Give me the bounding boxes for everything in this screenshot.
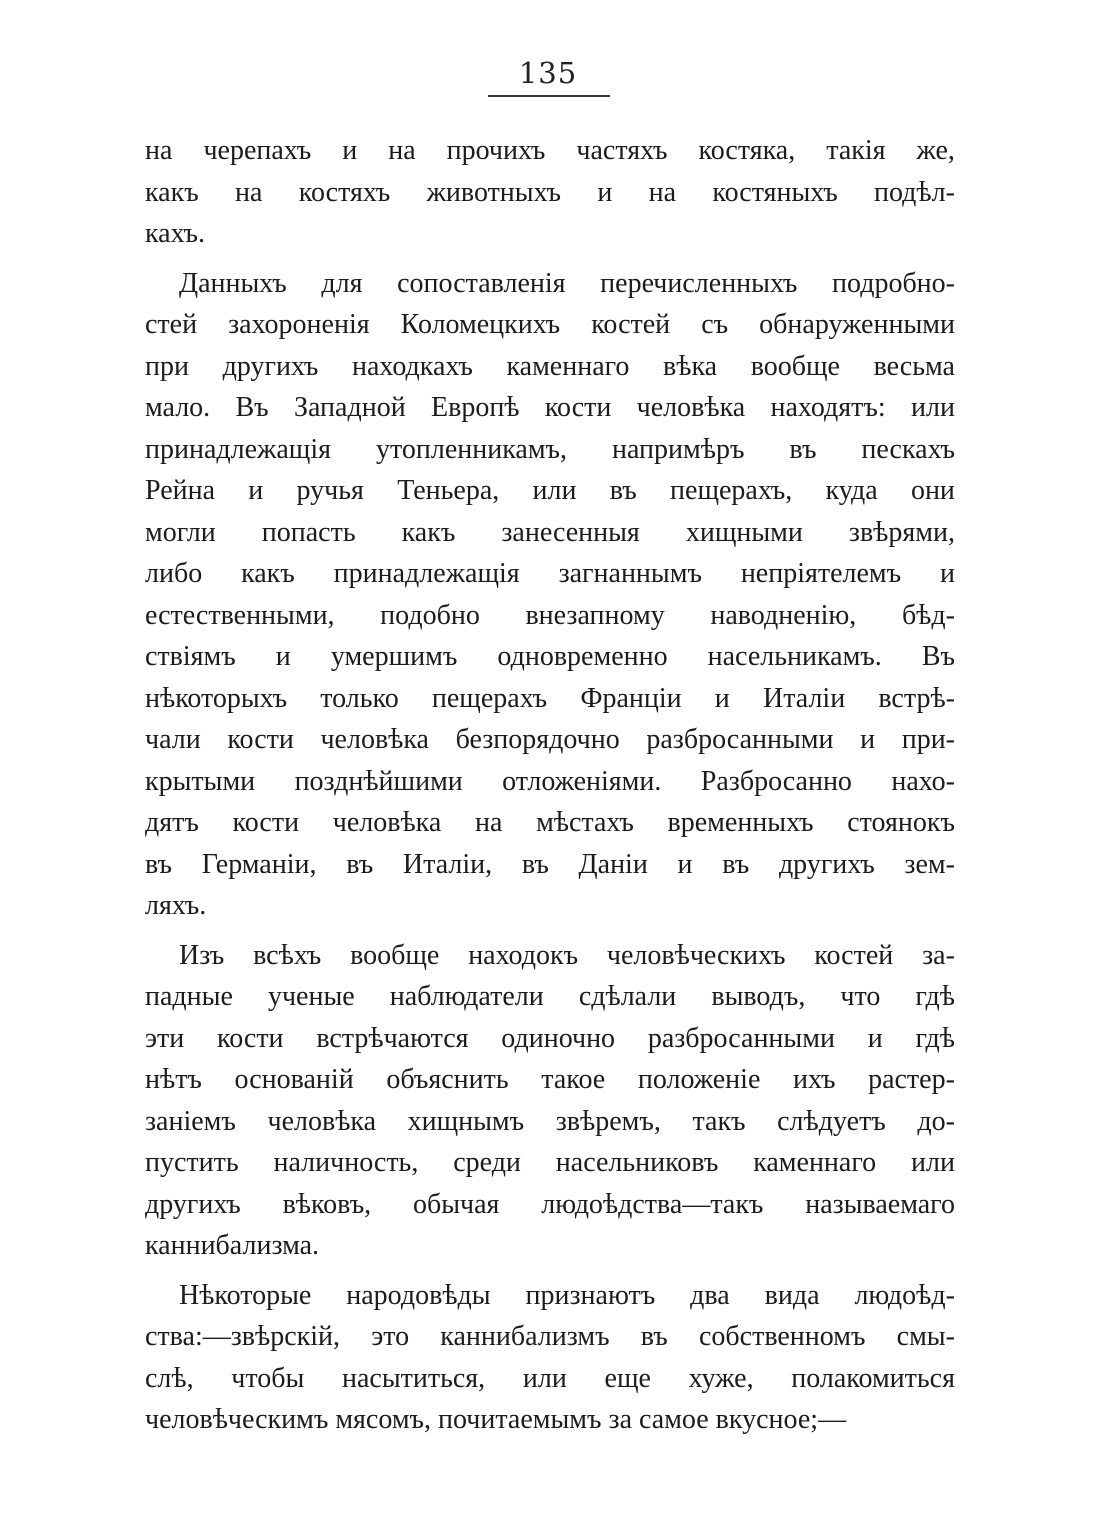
text-line xyxy=(145,1018,955,1060)
word: ручья xyxy=(296,475,364,506)
word: Въ xyxy=(921,641,955,672)
word: пустить xyxy=(145,1147,239,1178)
word: крытыми xyxy=(145,765,256,797)
word: и xyxy=(867,1022,883,1054)
word: пескахъ xyxy=(861,433,955,465)
word: наводненію, xyxy=(710,599,857,631)
word: наличность, xyxy=(273,1147,419,1178)
text-line: человѣческимъ мясомъ, почитаемымъ за самое вкусное;— xyxy=(145,1404,847,1435)
word: позднѣйшими xyxy=(294,765,463,797)
word: каменнаго xyxy=(753,1147,877,1178)
word: могли xyxy=(145,516,216,548)
word: стоянокъ xyxy=(847,807,955,838)
paragraph xyxy=(145,130,955,255)
word: другихъ xyxy=(778,848,875,880)
text-line xyxy=(145,130,955,172)
word: вообще xyxy=(750,350,840,382)
word: Разбросанно xyxy=(700,765,852,797)
paragraph xyxy=(145,935,955,1267)
word: либо xyxy=(145,558,203,589)
word: чали xyxy=(145,724,201,755)
word: обнаруженными xyxy=(759,309,955,340)
word: и xyxy=(677,848,693,880)
text-line: ляхъ. xyxy=(145,890,207,921)
word: стей xyxy=(145,309,198,340)
word: естественными, xyxy=(145,599,335,631)
word: слѣдуетъ xyxy=(777,1105,886,1137)
word: подобно xyxy=(380,599,480,631)
word: и xyxy=(940,558,955,589)
word: при- xyxy=(901,724,955,755)
word: до- xyxy=(917,1105,955,1137)
word: собственномъ xyxy=(698,1321,866,1352)
word: Рейна xyxy=(145,475,216,506)
text-line xyxy=(145,1316,955,1358)
word: умершимъ xyxy=(330,641,458,672)
word: кости xyxy=(544,392,612,423)
text-line xyxy=(145,719,955,761)
text-line xyxy=(145,1358,955,1400)
word: и xyxy=(597,176,613,208)
word: полакомиться xyxy=(791,1362,955,1394)
text-line xyxy=(145,346,955,388)
word: хищнымъ xyxy=(407,1105,525,1137)
text-line: каннибализма. xyxy=(145,1230,320,1261)
word: безпорядочно xyxy=(455,724,620,755)
word: съ xyxy=(701,309,729,340)
word: чтобы xyxy=(231,1362,305,1394)
word: въ xyxy=(640,1321,668,1352)
word: ствіямъ xyxy=(145,641,236,672)
word: на xyxy=(145,135,173,166)
word: встрѣ- xyxy=(878,682,955,714)
word: обычая xyxy=(412,1188,500,1220)
text-line xyxy=(145,595,955,637)
word: утопленникамъ, xyxy=(376,433,568,465)
word: гдѣ xyxy=(915,1022,955,1054)
word: и xyxy=(860,724,876,755)
text-line xyxy=(145,636,955,678)
word: Франціи xyxy=(580,682,682,714)
word: звѣремъ, xyxy=(555,1105,661,1137)
word: Италіи xyxy=(762,682,846,714)
word: другихъ xyxy=(222,350,319,382)
word: они xyxy=(910,475,955,506)
word: загнаннымъ xyxy=(558,558,702,589)
paragraph xyxy=(145,1275,955,1441)
word: временныхъ xyxy=(667,807,814,838)
word: принадлежащія xyxy=(333,558,520,589)
word: нѣкоторыхъ xyxy=(145,682,288,714)
text-line xyxy=(145,761,955,803)
word: человѣка xyxy=(320,724,429,755)
word: и xyxy=(275,641,291,672)
word: людоѣд- xyxy=(854,1279,955,1311)
word: человѣка xyxy=(267,1105,376,1137)
word: подѣл- xyxy=(874,176,955,208)
word: человѣка xyxy=(332,807,442,838)
word: подробно- xyxy=(832,267,955,299)
word: всѣхъ xyxy=(253,939,322,971)
word: для xyxy=(321,267,363,299)
word: вида xyxy=(764,1279,820,1311)
word: костяныхъ xyxy=(712,176,838,208)
word: насельникамъ. xyxy=(707,641,882,672)
word: въ xyxy=(722,848,750,880)
word: въ xyxy=(521,848,549,880)
word: каннибализмъ xyxy=(440,1321,610,1352)
text-line xyxy=(145,1275,955,1317)
word: ства:—звѣрскій, xyxy=(145,1321,341,1352)
word: встрѣчаются xyxy=(316,1022,469,1054)
word: среди xyxy=(453,1147,521,1178)
word: непріятелемъ xyxy=(740,558,902,589)
word: дятъ xyxy=(145,807,199,838)
word: перечисленныхъ xyxy=(600,267,798,299)
word: при xyxy=(145,350,189,382)
word: человѣческихъ xyxy=(606,939,786,971)
text-line xyxy=(145,844,955,886)
word: весьма xyxy=(873,350,955,382)
word: и xyxy=(714,682,730,714)
word: бѣд- xyxy=(901,599,955,631)
word: Коломецкихъ xyxy=(400,309,561,340)
word: находокъ xyxy=(468,939,579,971)
word: Въ xyxy=(235,392,269,423)
word: сопоставленія xyxy=(397,267,566,299)
word: частяхъ xyxy=(576,135,668,166)
word: вѣка xyxy=(663,350,718,382)
word: отложеніями. xyxy=(502,765,662,797)
word: принадлежащія xyxy=(145,433,332,465)
word: какъ xyxy=(401,516,456,548)
word: гдѣ xyxy=(915,981,955,1012)
word: Нѣкоторые xyxy=(179,1279,312,1311)
word: нѣтъ xyxy=(145,1064,202,1095)
word: или xyxy=(522,1362,567,1394)
word: Даніи xyxy=(578,848,648,880)
word: какъ xyxy=(145,176,199,208)
word: куда xyxy=(825,475,878,506)
word: или xyxy=(532,475,577,506)
word: одновременно xyxy=(497,641,668,672)
word: захороненія xyxy=(228,309,370,340)
word: попасть xyxy=(261,516,356,548)
word: называемаго xyxy=(805,1188,955,1220)
text-line xyxy=(145,387,955,429)
word: что xyxy=(840,981,881,1012)
word: Западной xyxy=(293,392,406,423)
page-number: 135 xyxy=(518,56,578,90)
word: Италіи, xyxy=(402,848,493,880)
paragraph xyxy=(145,263,955,927)
word: и xyxy=(342,135,358,166)
word: животныхъ xyxy=(426,176,562,208)
word: только xyxy=(320,682,399,714)
word: эти xyxy=(145,1022,185,1054)
word: слѣ, xyxy=(145,1362,194,1394)
word: находятъ: xyxy=(770,392,886,423)
word: за- xyxy=(922,939,955,971)
text-line xyxy=(145,263,955,305)
word: Теньера, xyxy=(397,475,500,506)
word: какъ xyxy=(241,558,295,589)
text-line xyxy=(145,1184,955,1226)
word: такъ xyxy=(692,1105,746,1137)
word: ученые xyxy=(267,981,355,1012)
word: положеніе xyxy=(637,1064,761,1095)
text-line xyxy=(145,429,955,471)
word: это xyxy=(371,1321,410,1352)
text-line xyxy=(145,172,955,214)
word: Германіи, xyxy=(201,848,317,880)
text-line xyxy=(145,935,955,977)
word: въ xyxy=(145,848,173,880)
word: признаютъ xyxy=(525,1279,656,1311)
word: заніемъ xyxy=(145,1105,236,1137)
word: на xyxy=(388,135,416,166)
word: занесенныя xyxy=(501,516,640,548)
word: два xyxy=(690,1279,730,1311)
word: хищными xyxy=(685,516,803,548)
word: другихъ xyxy=(145,1188,241,1220)
word: вѣковъ, xyxy=(282,1188,372,1220)
word: растер- xyxy=(868,1064,955,1095)
word: разбросанными xyxy=(646,724,834,755)
paragraph-gap xyxy=(145,255,955,263)
word: костяка, xyxy=(698,135,796,166)
word: наблюдатели xyxy=(389,981,544,1012)
word: зем- xyxy=(904,848,955,880)
word: и xyxy=(248,475,264,506)
word: выводъ, xyxy=(711,981,806,1012)
word: ихъ xyxy=(793,1064,836,1095)
word: такія xyxy=(826,135,886,166)
word: кости xyxy=(227,724,294,755)
word: находкахъ xyxy=(352,350,473,382)
word: нахо- xyxy=(891,765,955,797)
body-text xyxy=(145,130,955,1441)
word: или xyxy=(911,1147,955,1178)
word: мало. xyxy=(145,392,211,423)
word: такое xyxy=(541,1064,606,1095)
word: звѣрями, xyxy=(848,516,955,548)
word: на xyxy=(648,176,677,208)
word: народовѣды xyxy=(346,1279,491,1311)
word: же, xyxy=(916,135,955,166)
word: объяснить xyxy=(386,1064,509,1095)
word: смы- xyxy=(896,1321,955,1352)
word: внезапному xyxy=(525,599,665,631)
word: еще xyxy=(604,1362,651,1394)
word: Изъ xyxy=(179,939,225,971)
word: костяхъ xyxy=(298,176,391,208)
word: Европѣ xyxy=(431,392,520,423)
word: насытиться, xyxy=(342,1362,486,1394)
word: Данныхъ xyxy=(179,267,287,299)
paragraph-gap xyxy=(145,927,955,935)
text-line: кахъ. xyxy=(145,218,206,249)
word: падные xyxy=(145,981,233,1012)
word: черепахъ xyxy=(203,135,312,166)
word: кости xyxy=(217,1022,284,1054)
text-line xyxy=(145,553,955,595)
word: или xyxy=(910,392,955,423)
text-line xyxy=(145,976,955,1018)
word: пещерахъ, xyxy=(670,475,793,506)
text-line xyxy=(145,1101,955,1143)
text-line xyxy=(145,1142,955,1184)
word: въ xyxy=(789,433,817,465)
text-line xyxy=(145,512,955,554)
word: людоѣдства—такъ xyxy=(541,1188,764,1220)
word: каменнаго xyxy=(506,350,630,382)
word: хуже, xyxy=(688,1362,754,1394)
word: напримѣръ xyxy=(612,433,745,465)
word: одиночно xyxy=(501,1022,616,1054)
page-number-rule xyxy=(488,95,610,97)
word: мѣстахъ xyxy=(536,807,634,838)
text-line xyxy=(145,802,955,844)
word: въ xyxy=(609,475,637,506)
word: костей xyxy=(591,309,671,340)
word: пещерахъ xyxy=(431,682,548,714)
word: насельниковъ xyxy=(555,1147,719,1178)
word: основаній xyxy=(234,1064,354,1095)
paragraph-gap xyxy=(145,1267,955,1275)
word: въ xyxy=(346,848,374,880)
word: на xyxy=(235,176,263,208)
word: человѣка xyxy=(636,392,746,423)
word: кости xyxy=(232,807,300,838)
word: прочихъ xyxy=(446,135,546,166)
word: вообще xyxy=(350,939,440,971)
text-line xyxy=(145,470,955,512)
text-line xyxy=(145,1059,955,1101)
word: на xyxy=(474,807,503,838)
text-line xyxy=(145,304,955,346)
text-line xyxy=(145,678,955,720)
word: разбросанными xyxy=(647,1022,835,1054)
word: костей xyxy=(814,939,894,971)
word: сдѣлали xyxy=(578,981,677,1012)
